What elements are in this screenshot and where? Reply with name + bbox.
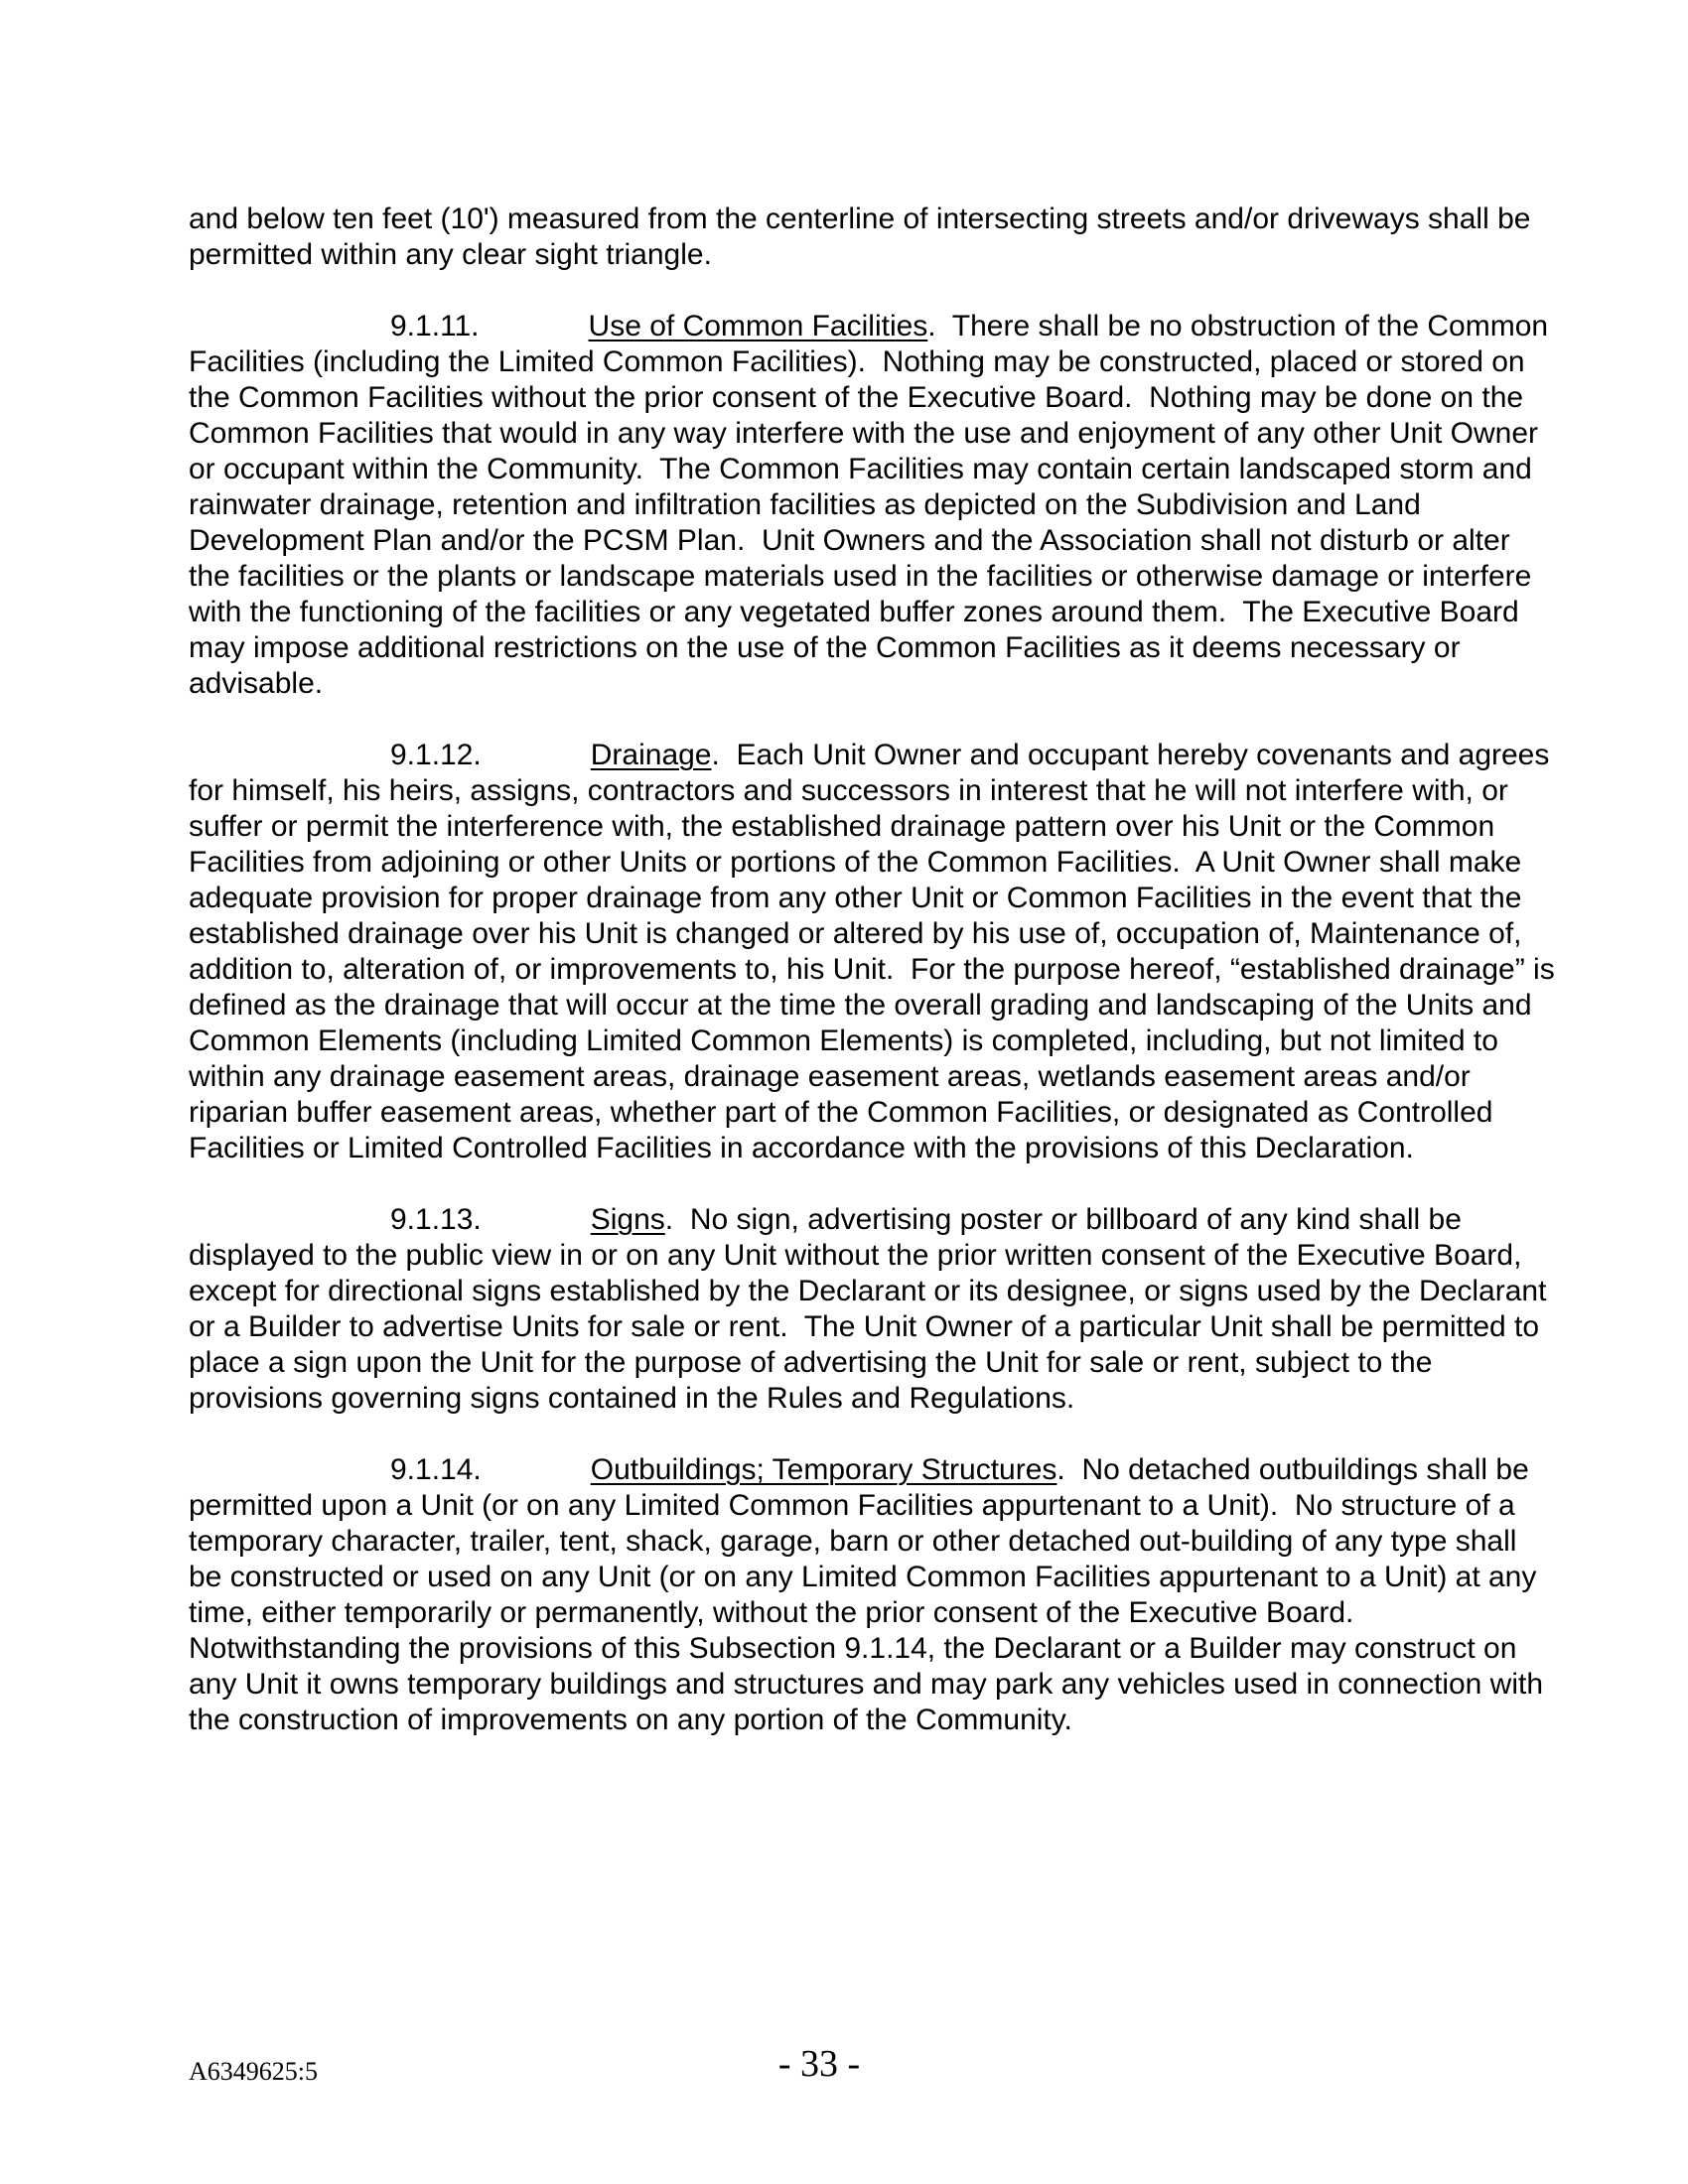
section-number: 9.1.12. [390, 739, 482, 771]
section-heading: Outbuildings; Temporary Structures [590, 1453, 1057, 1486]
tab-spacer [482, 763, 591, 764]
tab-spacer [482, 1478, 591, 1479]
first-line-indent [189, 1228, 390, 1229]
section-body-text: There shall be no obstruction of the Common Facilities (including the Limited Common Facilities). Nothing may be constructed, placed or stored on the Common Facilities without the prior consent of the Executive Board. Nothing may be done on the Common Facilities that would in any way interfere with the use and enjoyment of any other Unit Owner or occupant within the Community. The Common Facilities may contain certain landscaped storm and rainwater drainage, retention and infiltration facilities as depicted on the Subdivision and Land Development Plan and/or the PCSM Plan. Unit Owners and the Association shall not disturb or alter the facilities or the plants or landscape materials used in the facilities or otherwise damage or interfere with the functioning of the facilities or any vegetated buffer zones around them. The Executive Board may impose additional restrictions on the use of the Common Facilities as it deems necessary or advisable. [189, 310, 1557, 700]
first-line-indent [189, 335, 390, 336]
intro-paragraph: and below ten feet (10') measured from the centerline of intersecting streets and/or driveways shall be permitted within any clear sight triangle. [189, 203, 1539, 271]
section-paragraph-9-1-13 [189, 1202, 1555, 1417]
section-number: 9.1.11. [390, 310, 480, 342]
section-number: 9.1.13. [390, 1203, 482, 1236]
section-body-text: Each Unit Owner and occupant hereby covenants and agrees for himself, his heirs, assigns, contractors and successors in interest that he will not interfere with, or suffer or permit the interference with, the established drainage pattern over his Unit or the Common Facilities from adjoining or other Units or portions of the Common Facilities. A Unit Owner shall make adequate provision for proper drainage from any other Unit or Common Facilities in the event that the established drainage over his Unit is changed or altered by his use of, occupation of, Maintenance of, addition to, alteration of, or improvements to, his Unit. For the purpose hereof, “established drainage” is defined as the drainage that will occur at the time the overall grading and landscaping of the Units and Common Elements (including Limited Common Elements) is completed, including, but not limited to within any drainage easement areas, drainage easement areas, wetlands easement areas and/or riparian buffer easement areas, whether part of the Common Facilities, or designated as Controlled Facilities or Limited Controlled Facilities in accordance with the provisions of this Declaration. [189, 739, 1564, 1164]
footer-document-id: A6349625:5 [189, 2057, 318, 2086]
first-line-indent [189, 1478, 390, 1479]
section-body-text: No sign, advertising poster or billboard of any kind shall be displayed to the public view in or on any Unit without the prior written consent of the Executive Board, except for directional signs established by the Declarant or its designee, or signs used by the Declarant or a Builder to advertise Units for sale or rent. The Unit Owner of a particular Unit shall be permitted to place a sign upon the Unit for the purpose of advertising the Unit for sale or rent, subject to the provisions governing signs contained in the Rules and Regulations. [189, 1203, 1555, 1415]
heading-suffix: . [664, 1203, 690, 1236]
document-body [189, 202, 1564, 1774]
heading-suffix: . [927, 310, 952, 342]
section-paragraph-9-1-12 [189, 738, 1564, 1166]
heading-suffix: . [1056, 1453, 1082, 1486]
section-heading: Signs [590, 1203, 665, 1236]
section-heading: Drainage [590, 739, 712, 771]
tab-spacer [482, 1228, 591, 1229]
first-line-indent [189, 763, 390, 764]
section-body-text: No detached outbuildings shall be permitted upon a Unit (or on any Limited Common Facilities appurtenant to a Unit). No structure of a temporary character, trailer, tent, shack, garage, barn or other detached out-building of any type shall be constructed or used on any Unit (or on any Limited Common Facilities appurtenant to a Unit) at any time, either temporarily or permanently, without the prior consent of the Executive Board. Notwithstanding the provisions of this Subsection 9.1.14, the Declarant or a Builder may construct on any Unit it owns temporary buildings and structures and may park any vehicles used in connection with the construction of improvements on any portion of the Community. [189, 1453, 1552, 1736]
section-paragraph-9-1-14 [189, 1452, 1555, 1738]
heading-suffix: . [711, 739, 737, 771]
footer-page-number: - 33 - [777, 2043, 861, 2085]
section-paragraph-9-1-11 [189, 309, 1555, 702]
section-number: 9.1.14. [390, 1453, 482, 1486]
tab-spacer [480, 335, 589, 336]
section-heading: Use of Common Facilities [588, 310, 928, 342]
